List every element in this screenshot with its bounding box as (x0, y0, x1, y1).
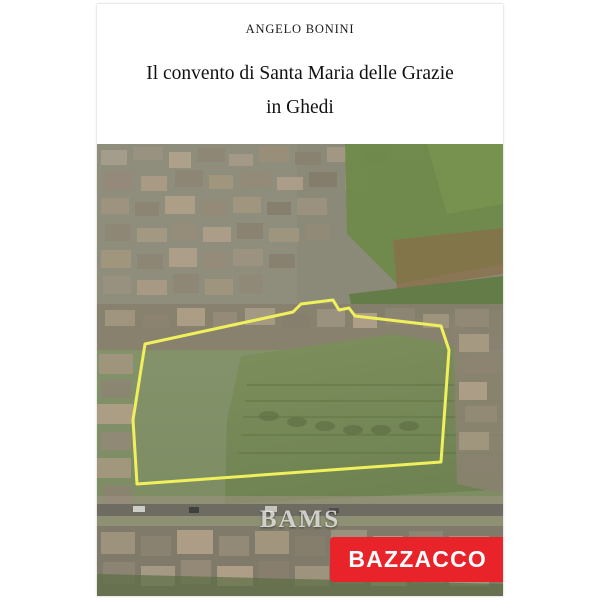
publisher-badge: BAZZACCO (330, 537, 503, 582)
cover-aerial-photo (97, 144, 503, 596)
author-name: ANGELO BONINI (245, 22, 355, 36)
aerial-photo-graphic (97, 144, 503, 596)
bams-watermark: BAMS (259, 506, 341, 533)
cover-title-band (97, 4, 503, 144)
book-cover (97, 4, 503, 596)
book-title-line-2: in Ghedi (266, 97, 334, 119)
book-title-line-1: Il convento di Santa Maria delle Grazie (146, 63, 454, 84)
